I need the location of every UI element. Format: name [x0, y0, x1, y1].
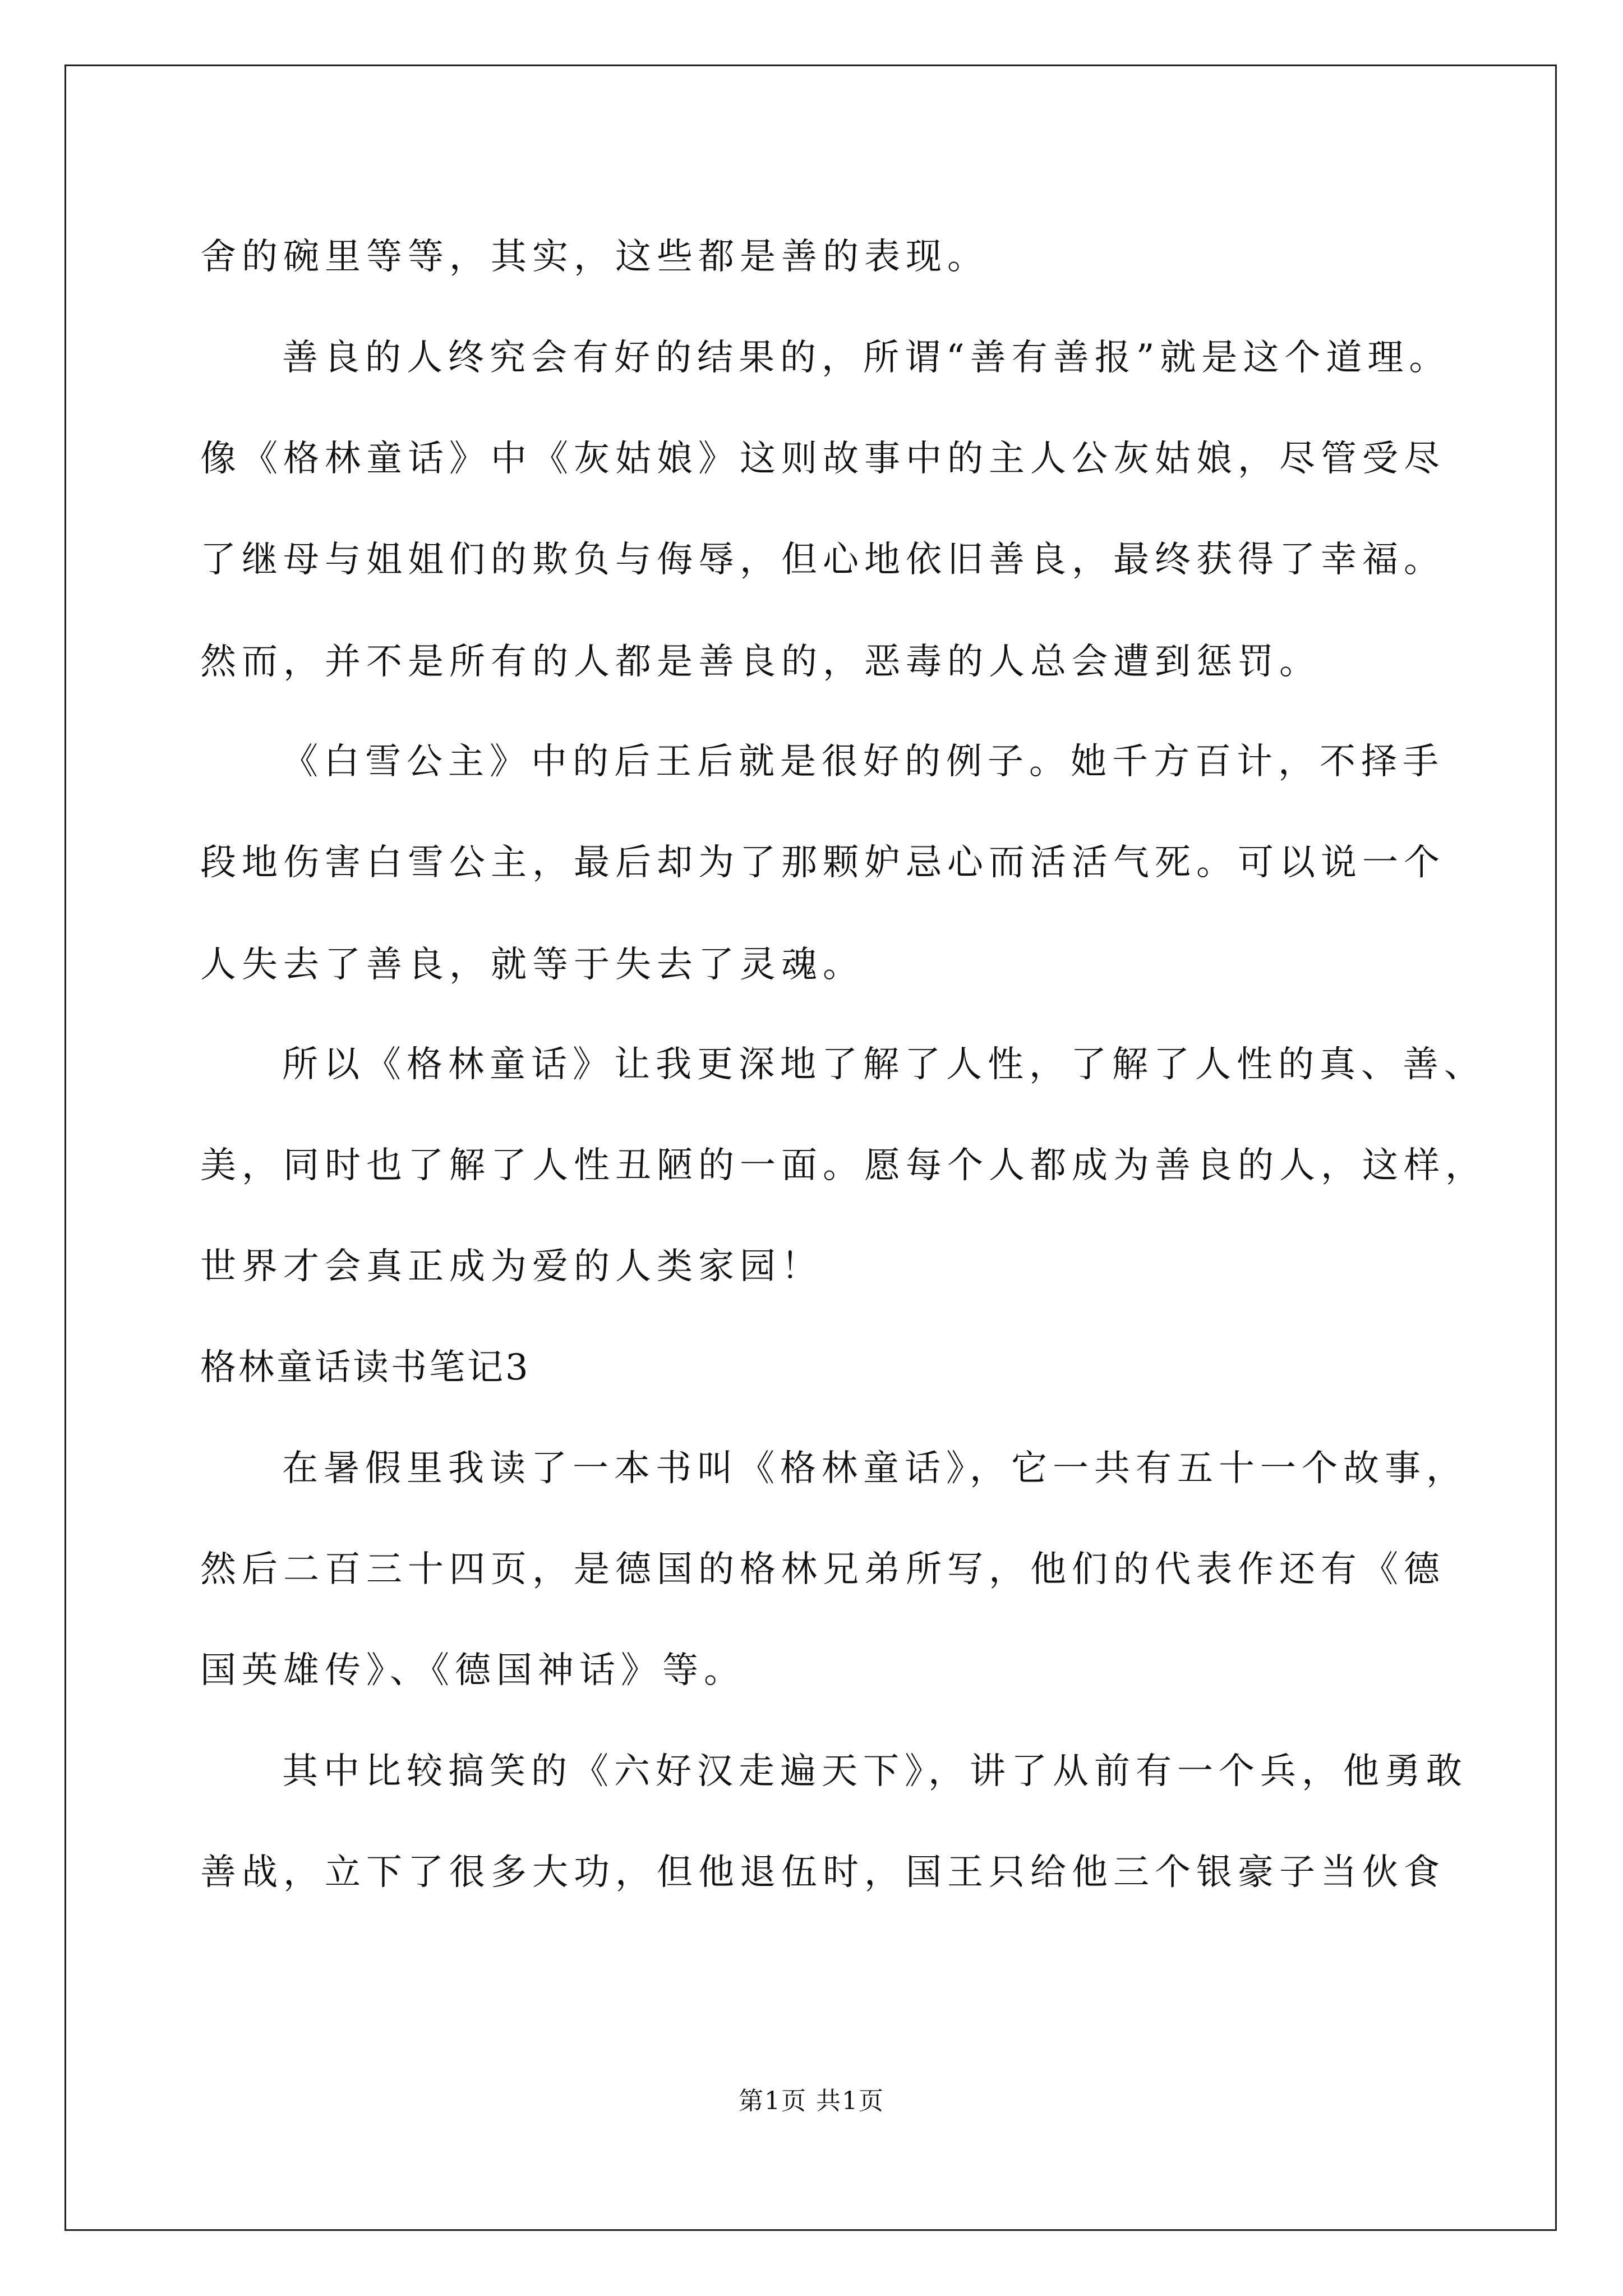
text-line: 美，同时也了解了人性丑陋的一面。愿每个人都成为善良的人，这样， [200, 1145, 1487, 1186]
text-line: 在暑假里我读了一本书叫《格林童话》，它一共有五十一个故事， [282, 1448, 1468, 1489]
section-heading: 格林童话读书笔记3 [200, 1347, 531, 1388]
text-line: 舍的碗里等等，其实，这些都是善的表现。 [200, 236, 989, 278]
text-line: 国英雄传》、《德国神话》等。 [200, 1650, 745, 1691]
text-line: 世界才会真正成为爱的人类家园！ [200, 1246, 823, 1287]
text-line: 其中比较搞笑的《六好汉走遍天下》，讲了从前有一个兵，他勇敢 [282, 1751, 1468, 1792]
text-line: 段地伤害白雪公主，最后却为了那颗妒忌心而活活气死。可以说一个 [200, 842, 1445, 884]
text-line: 然后二百三十四页，是德国的格林兄弟所写，他们的代表作还有《德 [200, 1549, 1445, 1590]
text-line: 然而，并不是所有的人都是善良的，恶毒的人总会遭到惩罚。 [200, 641, 1321, 683]
text-line: 所以《格林童话》让我更深地了解了人性，了解了人性的真、善、 [282, 1044, 1486, 1085]
text-line: 了继母与姐姐们的欺负与侮辱，但心地依旧善良，最终获得了幸福。 [200, 539, 1445, 581]
text-line: 人失去了善良，就等于失去了灵魂。 [200, 944, 864, 986]
text-line: 善良的人终究会有好的结果的，所谓“善有善报”就是这个道理。 [282, 337, 1451, 379]
text-line: 像《格林童话》中《灰姑娘》这则故事中的主人公灰姑娘，尽管受尽 [200, 438, 1445, 480]
text-line: 善战，立下了很多大功，但他退伍时，国王只给他三个银豪子当伙食 [200, 1852, 1445, 1893]
text-line: 《白雪公主》中的后王后就是很好的例子。她千方百计，不择手 [282, 741, 1444, 783]
page-footer: 第1页 共1页 [739, 2087, 884, 2115]
